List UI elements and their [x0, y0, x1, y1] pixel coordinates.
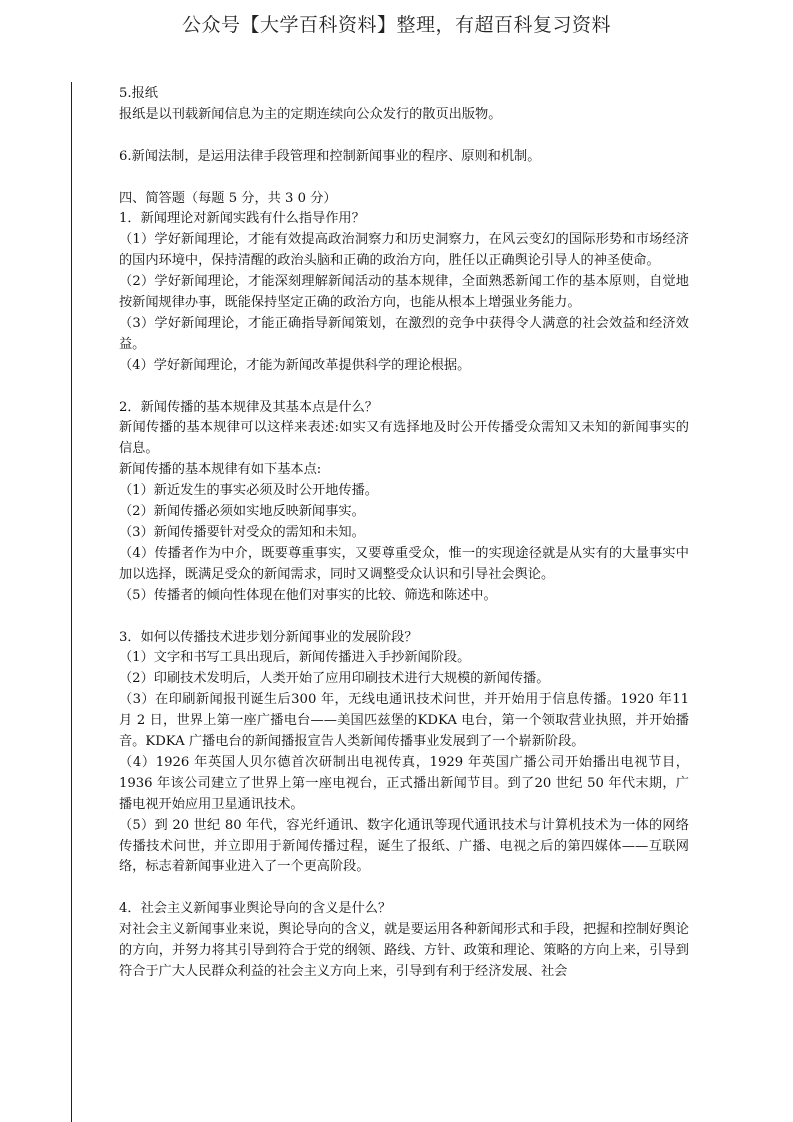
question-2-answer-4: （4）传播者作为中介，既要尊重事实，又要尊重受众，惟一的实现途径就是从实有的大量事实中加以选择，既满足受众的新闻需求，同时又调整受众认识和引导社会舆论。	[119, 545, 689, 582]
left-margin-rule	[71, 82, 72, 1122]
question-3-title: 3．如何以传播技术进步划分新闻事业的发展阶段？	[119, 629, 418, 645]
term-6: 6.新闻法制，是运用法律手段管理和控制新闻事业的程序、原则和机制。	[119, 148, 541, 164]
question-2-title: 2．新闻传播的基本规律及其基本点是什么？	[119, 399, 378, 415]
question-1-answer-1: （1）学好新闻理论，才能有效提高政治洞察力和历史洞察力，在风云变幻的国际形势和市场经济的国内环境中，保持清醒的政治头脑和正确的政治方向，胜任以正确舆论引导人的神圣使命。	[119, 232, 689, 269]
question-3-answer-5: （5）到 20 世纪 80 年代，容光纤通讯、数字化通讯等现代通讯技术与计算机技术为一体的网络传播技术问世，并立即用于新闻传播过程，诞生了报纸、广播、电视之后的第四媒体——互联网络，标志着新闻事业进入了一个更高阶段。	[119, 817, 689, 875]
question-2-answer-1: （1）新近发生的事实必须及时公开地传播。	[119, 483, 378, 499]
question-2-answer-5: （5）传播者的倾向性体现在他们对事实的比较、筛选和陈述中。	[119, 587, 497, 603]
term-5-title: 5.报纸	[119, 86, 158, 101]
question-1-answer-4: （4）学好新闻理论，才能为新闻改革提供科学的理论根据。	[119, 357, 471, 373]
page-header: 公众号【大学百科资料】整理，有超百科复习资料	[181, 14, 611, 36]
question-2-answer-3: （3）新闻传播要针对受众的需知和未知。	[119, 524, 365, 540]
question-2-paragraph-2: 新闻传播的基本规律有如下基本点:	[119, 462, 322, 478]
question-1-answer-2: （2）学好新闻理论，才能深刻理解新闻活动的基本规律，全面熟悉新闻工作的基本原则，自觉地按新闻规律办事，既能保持坚定正确的政治方向，也能从根本上增强业务能力。	[119, 274, 689, 311]
spacer	[119, 607, 689, 628]
spacer	[119, 878, 689, 899]
term-5-definition: 报纸是以刊载新闻信息为主的定期连续向公众发行的散页出版物。	[119, 106, 502, 122]
question-3-answer-3: （3）在印刷新闻报刊诞生后300 年，无线电通讯技术问世，并开始用于信息传播。1920 年11 月 2 日，世界上第一座广播电台——美国匹兹堡的KDKA 电台，第一个领取营业执照，并开始播音。KDKA 广播电台的新闻播报宣告人类新闻传播事业发展到了一个崭新阶段。	[119, 692, 689, 750]
question-1-answer-3: （3）学好新闻理论，才能正确指导新闻策划，在激烈的竞争中获得令人满意的社会效益和经济效益。	[119, 315, 689, 352]
section-4-title: 四、简答题（每题 5 分，共 3 0 分）	[119, 190, 337, 206]
question-3-answer-1: （1）文字和书写工具出现后，新闻传播进入手抄新闻阶段。	[119, 650, 471, 666]
question-1-title: 1．新闻理论对新闻实践有什么指导作用？	[119, 211, 365, 227]
question-3-answer-2: （2）印刷技术发明后，人类开始了应用印刷技术进行大规模的新闻传播。	[119, 671, 550, 687]
spacer	[119, 168, 689, 189]
spacer	[119, 377, 689, 398]
question-3-answer-4: （4）1926 年英国人贝尔德首次研制出电视传真，1929 年英国广播公司开始播出电视节目，1936 年该公司建立了世界上第一座电视台，正式播出新闻节目。到了20 世纪 50 年代末期，广播电视开始应用卫星通讯技术。	[119, 754, 689, 812]
spacer	[119, 126, 689, 147]
question-2-paragraph-1: 新闻传播的基本规律可以这样来表述:如实又有选择地及时公开传播受众需知又未知的新闻事实的信息。	[119, 420, 689, 457]
question-4-title: 4．社会主义新闻事业舆论导向的含义是什么？	[119, 901, 392, 917]
question-2-answer-2: （2）新闻传播必须如实地反映新闻事实。	[119, 504, 365, 520]
document-body	[119, 84, 689, 983]
question-4-paragraph-1: 对社会主义新闻事业来说，舆论导向的含义，就是要运用各种新闻形式和手段，把握和控制好舆论的方向，并努力将其引导到符合于党的纲领、路线、方针、政策和理论、策略的方向上来，引导到符合于广大人民群众利益的社会主义方向上来，引导到有利于经济发展、社会	[119, 922, 689, 979]
